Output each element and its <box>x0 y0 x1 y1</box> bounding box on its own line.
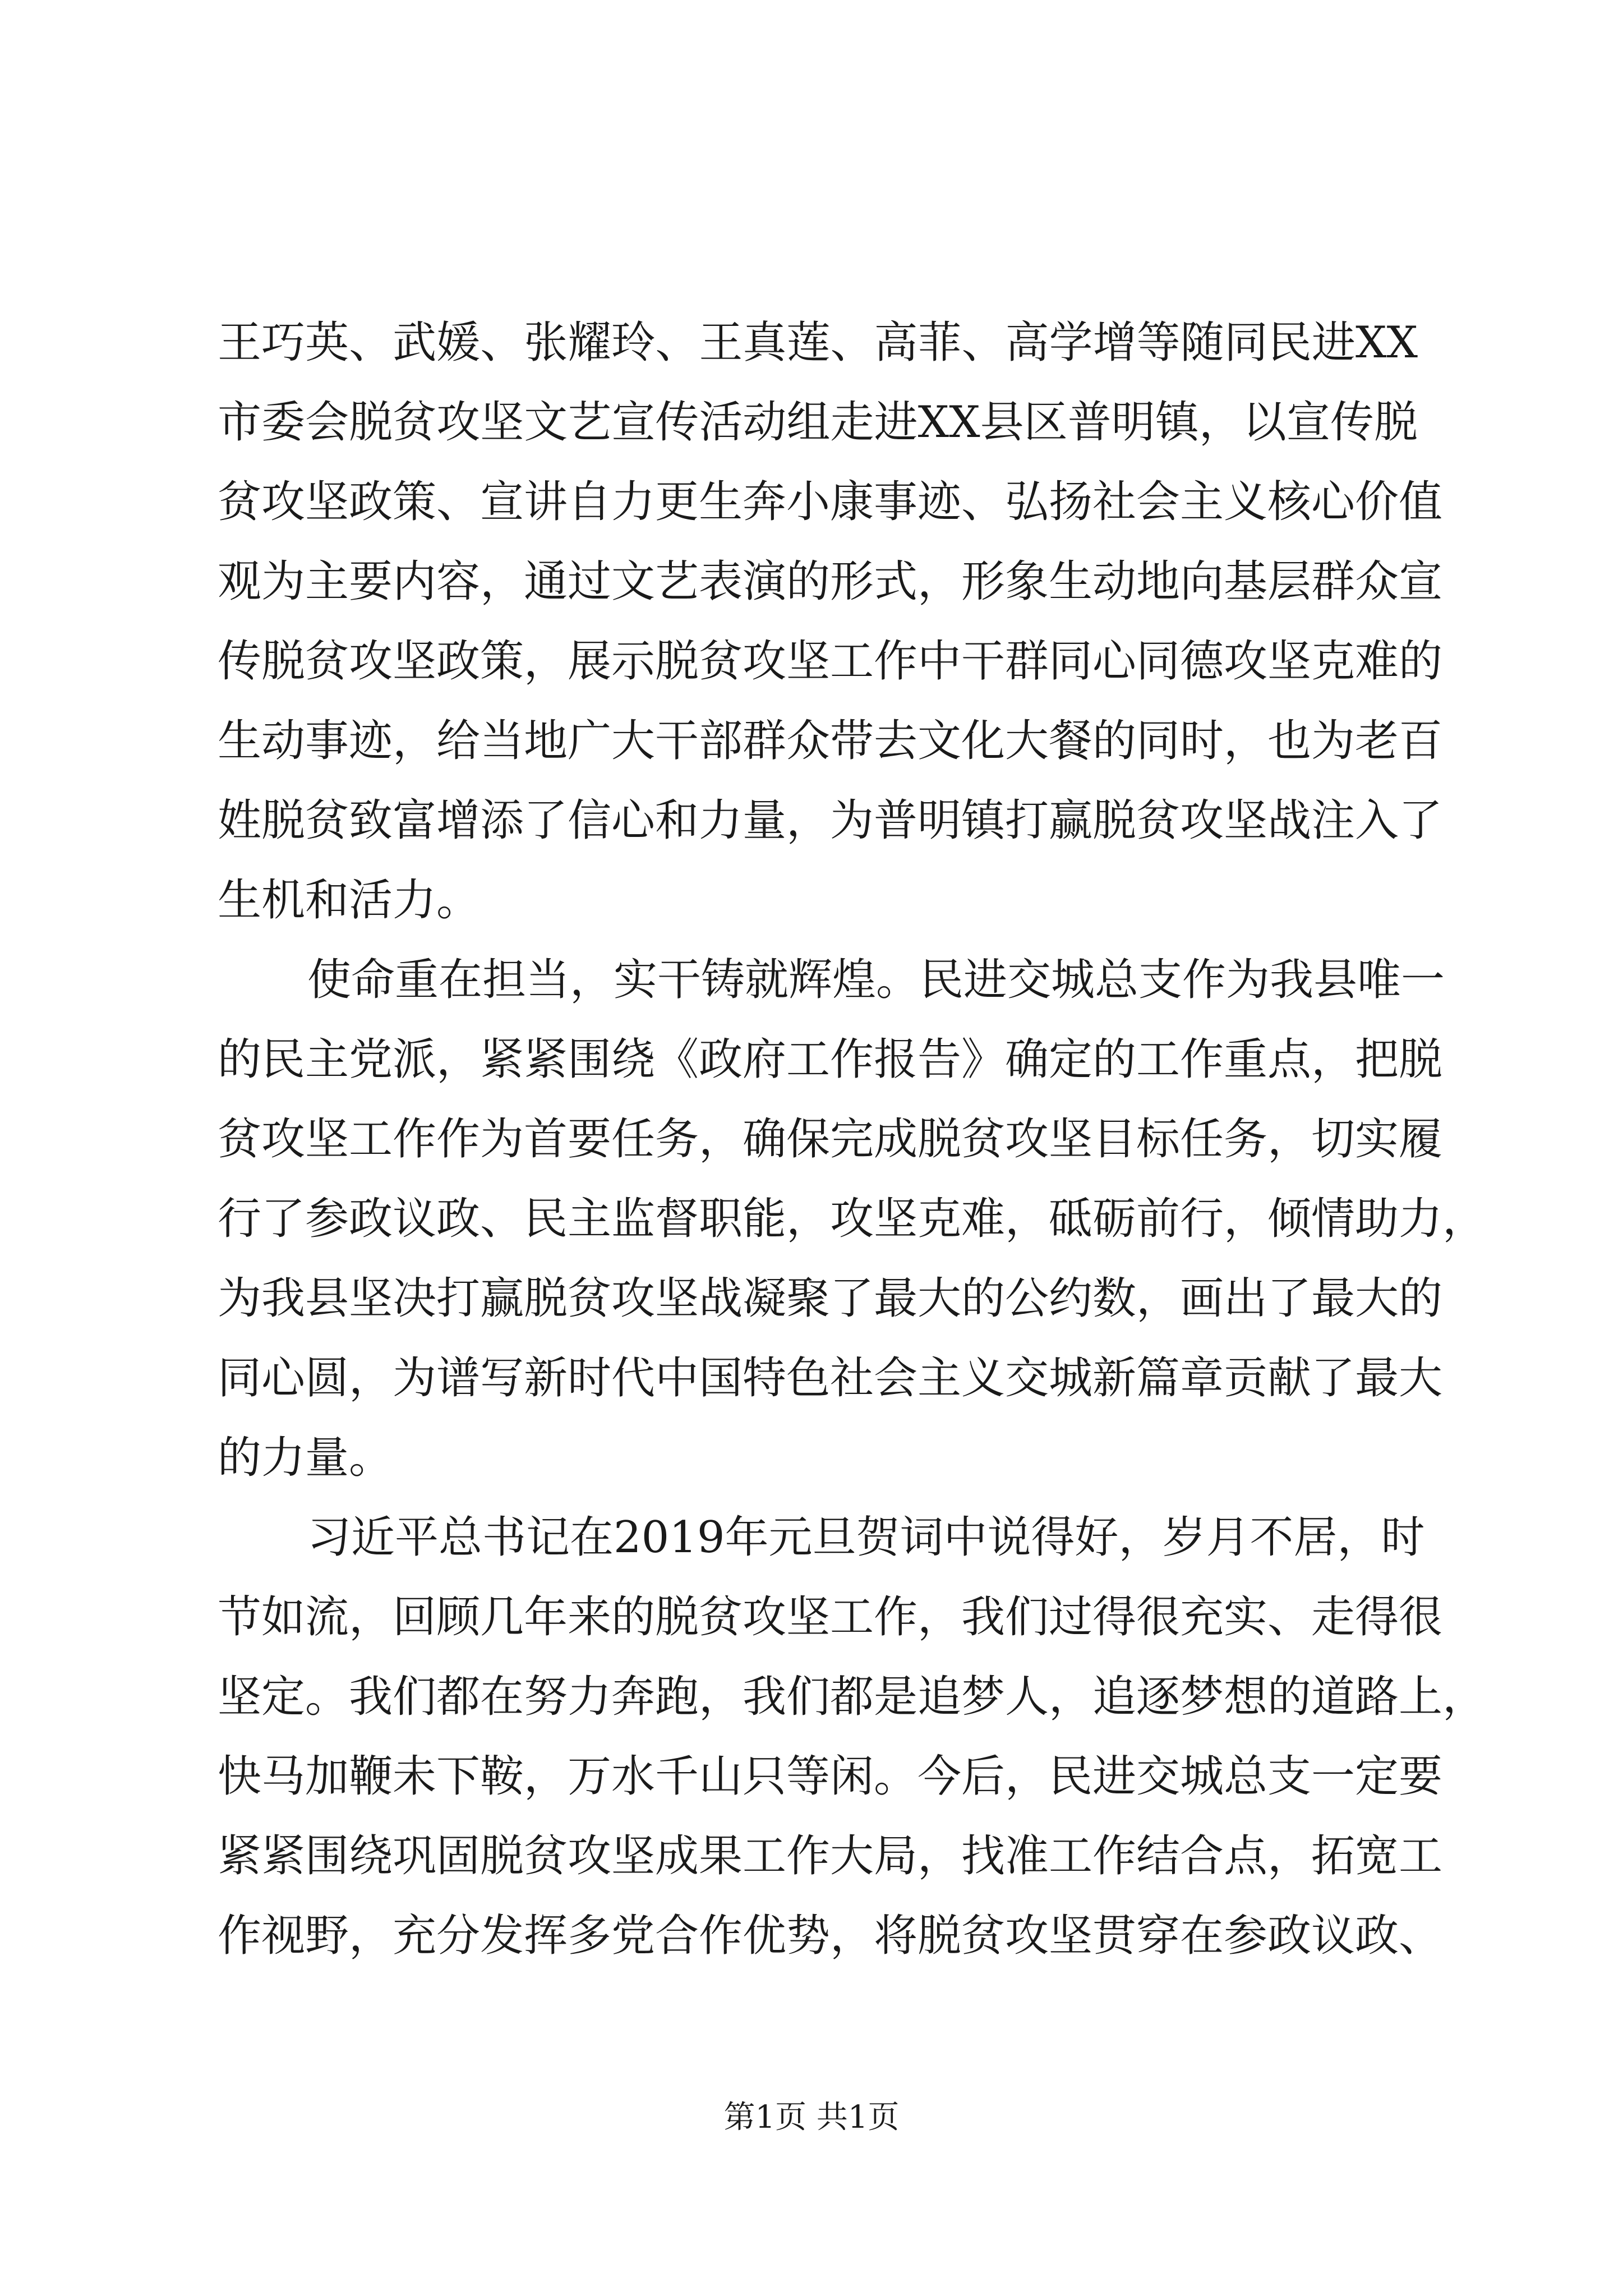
text-line: 姓脱贫致富增添了信心和力量，为普明镇打赢脱贫攻坚战注入了 <box>218 795 1443 846</box>
text-line: 贫攻坚政策、宣讲自力更生奔小康事迹、弘扬社会主义核心价值 <box>218 477 1443 527</box>
text-line: 坚定。我们都在努力奔跑，我们都是追梦人，追逐梦想的道路上， <box>218 1672 1487 1722</box>
text-line: 为我县坚决打赢脱贫攻坚战凝聚了最大的公约数，画出了最大的 <box>218 1273 1443 1324</box>
document-body <box>218 303 1487 1976</box>
text-line: 传脱贫攻坚政策，展示脱贫攻坚工作中干群同心同德攻坚克难的 <box>218 636 1443 687</box>
text-line: 生机和活力。 <box>218 875 481 926</box>
text-line: 节如流，回顾几年来的脱贫攻坚工作，我们过得很充实、走得很 <box>218 1592 1443 1642</box>
text-line: 作视野，充分发挥多党合作优势，将脱贫攻坚贯穿在参政议政、 <box>218 1911 1443 1961</box>
text-line: 的力量。 <box>218 1433 393 1483</box>
text-line: 的民主党派，紧紧围绕《政府工作报告》确定的工作重点，把脱 <box>218 1034 1443 1085</box>
text-line: 市委会脱贫攻坚文艺宣传活动组走进XX县区普明镇，以宣传脱 <box>218 397 1418 448</box>
text-line: 王巧英、武媛、张耀玲、王真莲、高菲、高学增等随同民进XX <box>218 318 1418 368</box>
text-line: 生动事迹，给当地广大干部群众带去文化大餐的同时，也为老百 <box>218 716 1443 766</box>
paragraph-first-line: 使命重在担当，实干铸就辉煌。民进交城总支作为我县唯一 <box>307 955 1445 1005</box>
text-line: 紧紧围绕巩固脱贫攻坚成果工作大局，找准工作结合点，拓宽工 <box>218 1831 1443 1881</box>
text-line: 快马加鞭未下鞍，万水千山只等闲。今后，民进交城总支一定要 <box>218 1751 1443 1802</box>
text-line: 贫攻坚工作作为首要任务，确保完成脱贫攻坚目标任务，切实履 <box>218 1114 1443 1165</box>
text-line: 行了参政议政、民主监督职能，攻坚克难，砥砺前行，倾情助力， <box>218 1194 1487 1244</box>
paragraph-first-line: 习近平总书记在2019年元旦贺词中说得好，岁月不居，时 <box>307 1512 1425 1563</box>
page-footer: 第1页 共1页 <box>723 2099 900 2136</box>
text-line: 观为主要内容，通过文艺表演的形式，形象生动地向基层群众宣 <box>218 556 1443 607</box>
text-line: 同心圆，为谱写新时代中国特色社会主义交城新篇章贡献了最大 <box>218 1353 1443 1404</box>
